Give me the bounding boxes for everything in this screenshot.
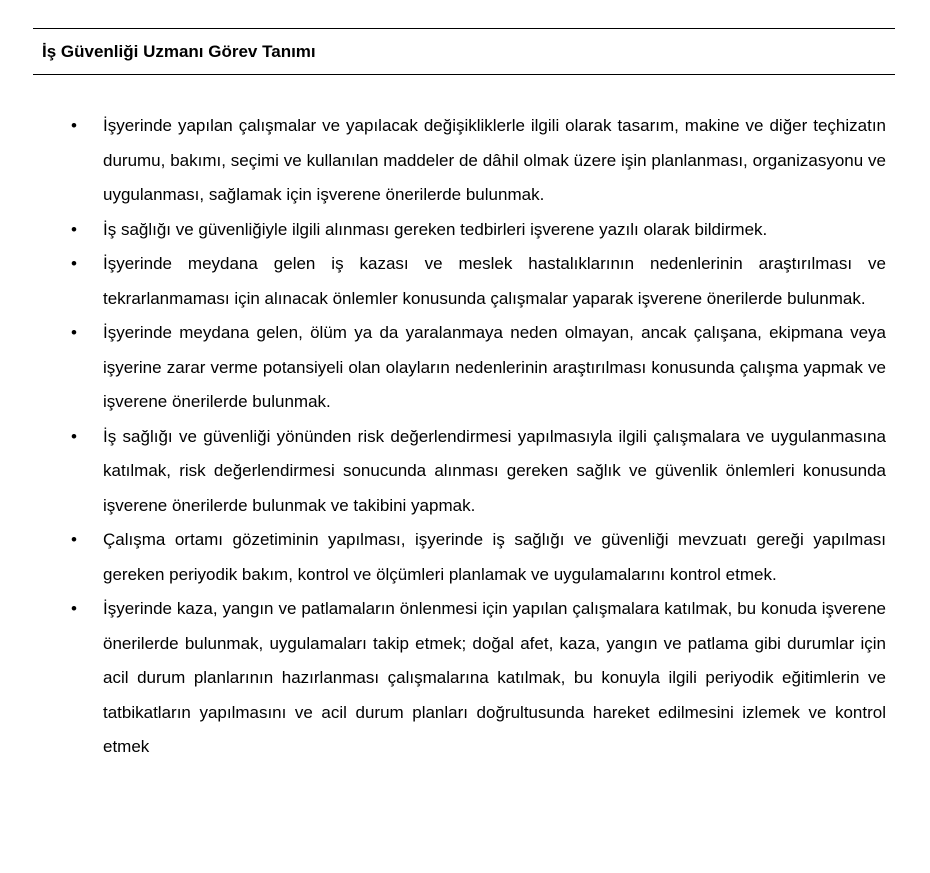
- duty-item-1: [60, 109, 886, 213]
- bullet-icon: •: [71, 116, 77, 135]
- bullet-icon: •: [71, 219, 77, 239]
- duty-text-4: İşyerinde meydana gelen, ölüm ya da yaralanmaya neden olmayan, ancak çalışana, ekipmana veya işyerine zarar verme potansiyeli olan olayların nedenlerinin araştırılması konusunda çalışma yapmak ve işverene önerilerde bulunmak.: [103, 323, 886, 411]
- bullet-icon: •: [71, 599, 77, 618]
- duty-item-6: [60, 523, 886, 592]
- duty-item-5: [60, 420, 886, 524]
- duty-item-3: [60, 247, 886, 316]
- duty-item-7: [60, 592, 886, 765]
- bullet-icon: •: [71, 426, 77, 446]
- duty-text-6: Çalışma ortamı gözetiminin yapılması, işyerinde iş sağlığı ve güvenliği mevzuatı gereği yapılması gereken periyodik bakım, kontrol ve ölçümleri planlamak ve uygulamalarını kontrol etmek.: [103, 530, 886, 584]
- duty-list: [60, 109, 886, 765]
- duty-text-1: İşyerinde yapılan çalışmalar ve yapılacak değişikliklerle ilgili olarak tasarım, makine ve diğer teçhizatın durumu, bakımı, seçimi ve kullanılan maddeler de dâhil olmak üzere işin planlanması, organizasyonu ve uygulanması, sağlamak için işverene önerilerde bulunmak.: [103, 116, 886, 204]
- bullet-icon: •: [71, 530, 77, 549]
- title-top-rule: [33, 28, 895, 29]
- duty-text-2: İş sağlığı ve güvenliğiyle ilgili alınması gereken tedbirleri işverene yazılı olarak bildirmek.: [103, 219, 768, 239]
- bullet-icon: •: [71, 323, 77, 342]
- duty-item-4: [60, 316, 886, 420]
- duty-item-2: [60, 213, 886, 248]
- duty-text-7: İşyerinde kaza, yangın ve patlamaların önlenmesi için yapılan çalışmalara katılmak, bu konuda işverene önerilerde bulunmak, uygulamaları takip etmek; doğal afet, kaza, yangın ve patlama gibi durumlar için acil durum planlarının hazırlanması çalışmalarına katılmak, bu konuyla ilgili periyodik eğitimlerin ve tatbikatların yapılmasını ve acil durum planları doğrultusunda hareket edilmesini izlemek ve kontrol etmek: [103, 599, 886, 756]
- document-title: İş Güvenliği Uzmanı Görev Tanımı: [42, 42, 316, 61]
- duty-text-5: İş sağlığı ve güvenliği yönünden risk değerlendirmesi yapılmasıyla ilgili çalışmalara ve uygulanmasına katılmak, risk değerlendirmesi sonucunda alınması gereken sağlık ve güvenlik önlemleri konusunda işverene önerilerde bulunmak ve takibini yapmak.: [103, 426, 886, 515]
- duty-text-3: İşyerinde meydana gelen iş kazası ve meslek hastalıklarının nedenlerinin araştırılması ve tekrarlanmaması için alınacak önlemler konusunda çalışmalar yaparak işverene önerilerde bulunmak.: [103, 254, 886, 308]
- bullet-icon: •: [71, 254, 77, 273]
- title-bottom-rule: [33, 74, 895, 75]
